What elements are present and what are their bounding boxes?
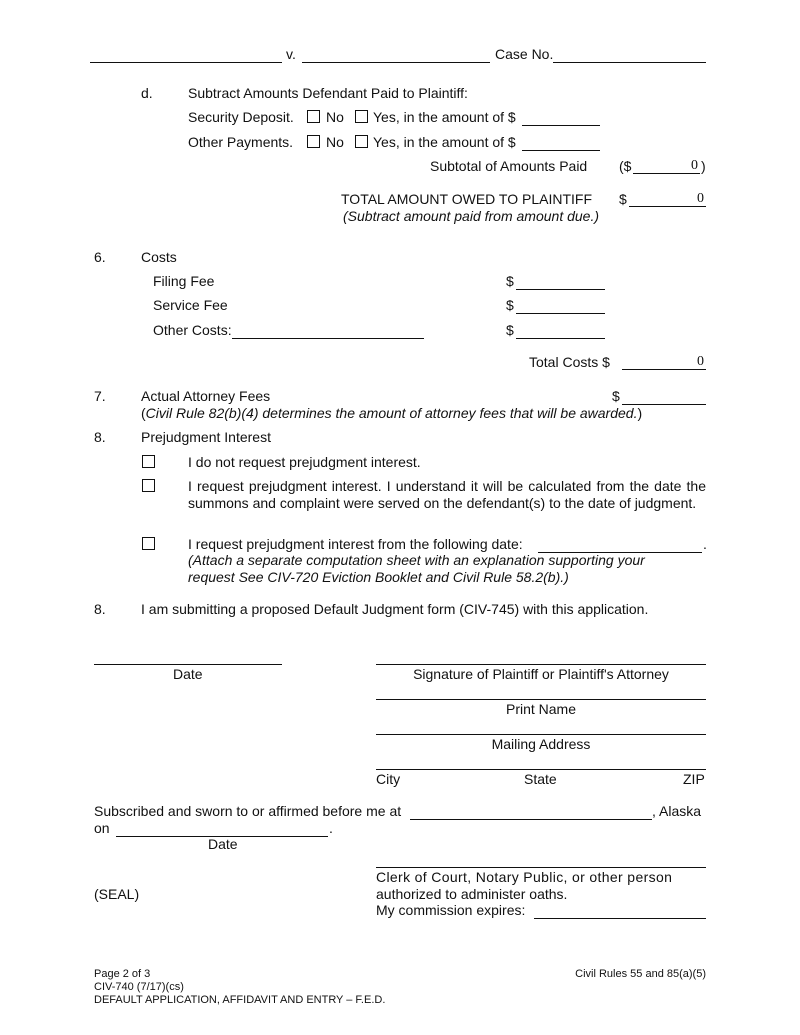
clerk-signature-line[interactable] (376, 867, 706, 868)
prejudgment-from-date-label: I request prejudgment interest from the following date: (188, 536, 523, 552)
attorney-fees-note (141, 405, 642, 422)
other-payments-label: Other Payments. (188, 134, 294, 150)
costs-number: 6. (94, 249, 106, 265)
sworn-date-period: . (329, 820, 333, 836)
attorney-fees-dollar: $ (612, 388, 620, 404)
commission-label: My commission expires: (376, 902, 526, 918)
subtotal-amount-field[interactable]: 0 (633, 158, 700, 174)
request-prejudgment-label: I request prejudgment interest. I understand it will be calculated from the date the summons and complaint were served on the defendant(s) to the date of judgment. (188, 478, 706, 511)
other-costs-label: Other Costs: (153, 322, 232, 338)
request-prejudgment-checkbox[interactable] (142, 479, 155, 492)
on-label: on (94, 820, 110, 836)
other-payments-no-checkbox[interactable] (307, 135, 320, 148)
case-no-line[interactable] (553, 62, 706, 63)
no-prejudgment-label: I do not request prejudgment interest. (188, 454, 421, 470)
attorney-fees-number: 7. (94, 388, 106, 404)
proposed-text: I am submitting a proposed Default Judgment form (CIV-745) with this application. (141, 601, 649, 617)
attorney-fees-note-open: ( (141, 405, 146, 421)
other-costs-description-line[interactable] (232, 338, 424, 339)
security-deposit-label: Security Deposit. (188, 109, 294, 125)
alaska-label: , Alaska (652, 803, 702, 819)
security-deposit-amount-line[interactable] (522, 125, 600, 126)
prejudgment-title: Prejudgment Interest (141, 429, 271, 445)
print-name-line[interactable] (376, 699, 706, 700)
other-payments-yes-label: Yes, in the amount of $ (373, 134, 516, 150)
section-d-title: Subtract Amounts Defendant Paid to Plaintiff: (188, 85, 468, 101)
no-prejudgment-checkbox[interactable] (142, 455, 155, 468)
zip-label: ZIP (683, 771, 705, 787)
clerk-line2: authorized to administer oaths. (376, 886, 568, 902)
city-state-zip-line[interactable] (376, 769, 706, 770)
versus-label: v. (286, 46, 296, 62)
service-fee-dollar: $ (506, 297, 514, 313)
seal-label: (SEAL) (94, 886, 140, 902)
other-costs-line[interactable] (516, 338, 605, 339)
date-label: Date (173, 666, 203, 682)
security-deposit-no-label: No (326, 109, 344, 125)
defendant-name-line[interactable] (302, 62, 490, 63)
commission-expires-line[interactable] (534, 918, 706, 919)
total-owed-note: (Subtract amount paid from amount due.) (343, 208, 600, 224)
other-payments-no-label: No (326, 134, 344, 150)
sworn-text: Subscribed and sworn to or affirmed before me at (94, 803, 402, 819)
print-name-label: Print Name (505, 701, 577, 717)
other-payments-yes-checkbox[interactable] (355, 135, 368, 148)
prejudgment-from-date-checkbox[interactable] (142, 537, 155, 550)
subtotal-label: Subtotal of Amounts Paid (430, 158, 588, 174)
mailing-address-label: Mailing Address (491, 736, 591, 752)
proposed-number: 8. (94, 601, 106, 617)
sworn-location-line[interactable] (410, 819, 652, 820)
footer-form-code: CIV-740 (7/17)(cs) (94, 981, 184, 993)
attorney-fees-note-close: ) (637, 405, 643, 421)
state-label: State (524, 771, 557, 787)
total-costs-amount-field[interactable]: 0 (622, 354, 706, 370)
filing-fee-dollar: $ (506, 273, 514, 289)
total-owed-dollar: $ (619, 191, 627, 207)
date-line[interactable] (94, 664, 282, 665)
footer-rules: Civil Rules 55 and 85(a)(5) (575, 968, 706, 980)
footer-page-number: Page 2 of 3 (94, 968, 151, 980)
attorney-fees-title: Actual Attorney Fees (141, 388, 271, 404)
filing-fee-label: Filing Fee (153, 273, 215, 289)
security-deposit-no-checkbox[interactable] (307, 110, 320, 123)
total-costs-label: Total Costs $ (529, 354, 610, 370)
other-payments-amount-line[interactable] (522, 150, 600, 151)
attorney-fees-note-text: Civil Rule 82(b)(4) determines the amount of attorney fees that will be awarded. (145, 405, 638, 421)
city-label: City (376, 771, 401, 787)
signature-line[interactable] (376, 664, 706, 665)
prejudgment-note-line1: (Attach a separate computation sheet with an explanation supporting your (188, 552, 645, 568)
security-deposit-yes-label: Yes, in the amount of $ (373, 109, 516, 125)
subtotal-close-paren: ) (701, 158, 706, 174)
footer-form-title: DEFAULT APPLICATION, AFFIDAVIT AND ENTRY – F.E.D. (94, 994, 386, 1006)
section-d-letter: d. (141, 85, 153, 101)
service-fee-line[interactable] (516, 313, 605, 314)
service-fee-label: Service Fee (153, 297, 228, 313)
sworn-date-label: Date (208, 836, 238, 852)
prejudgment-date-period: . (703, 536, 707, 552)
prejudgment-number: 8. (94, 429, 106, 445)
costs-title: Costs (141, 249, 177, 265)
total-owed-label: TOTAL AMOUNT OWED TO PLAINTIFF (341, 191, 592, 207)
plaintiff-name-line[interactable] (90, 62, 282, 63)
signature-label: Signature of Plaintiff or Plaintiff's Attorney (413, 666, 669, 682)
other-costs-dollar: $ (506, 322, 514, 338)
case-no-label: Case No. (495, 46, 554, 62)
subtotal-open-paren: ($ (619, 158, 632, 174)
clerk-line1: Clerk of Court, Notary Public, or other person (376, 869, 673, 885)
total-owed-amount-field[interactable]: 0 (629, 191, 706, 207)
prejudgment-note-line2: request See CIV-720 Eviction Booklet and Civil Rule 58.2(b).) (188, 569, 569, 585)
security-deposit-yes-checkbox[interactable] (355, 110, 368, 123)
filing-fee-line[interactable] (516, 289, 605, 290)
mailing-address-line[interactable] (376, 734, 706, 735)
